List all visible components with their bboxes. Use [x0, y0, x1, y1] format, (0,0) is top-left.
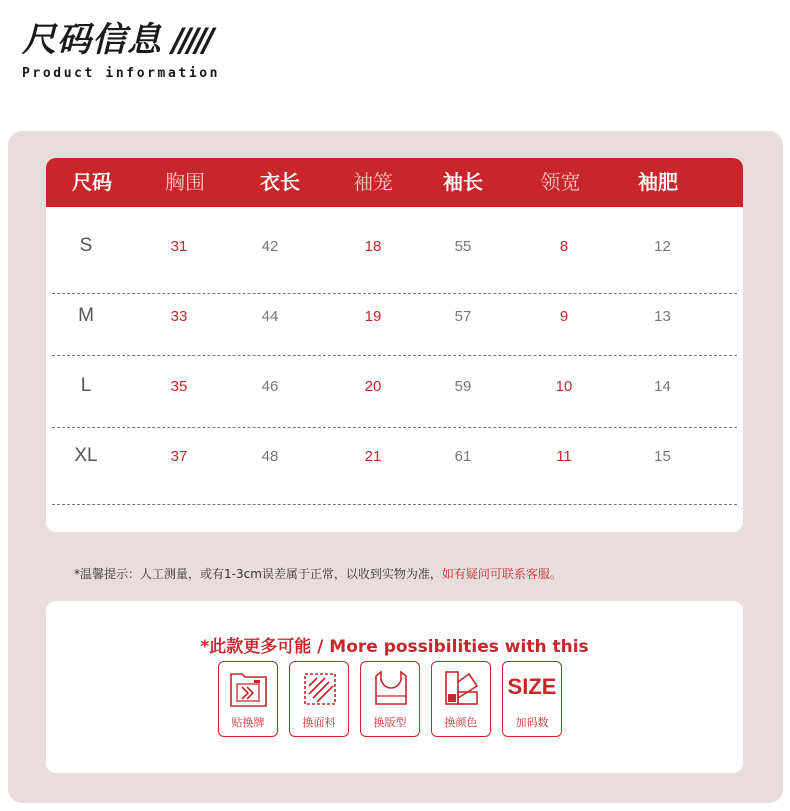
option-change-color[interactable]	[431, 661, 491, 737]
size-cell: L	[80, 375, 92, 396]
row-divider	[52, 427, 737, 428]
length-cell: 46	[261, 377, 279, 395]
length-cell: 48	[261, 447, 279, 465]
sleeve-width-cell: 14	[654, 377, 671, 395]
row-divider	[52, 355, 737, 356]
chest-cell: 33	[170, 307, 188, 325]
row-divider	[52, 504, 737, 505]
chest-cell: 35	[170, 377, 188, 395]
armhole-cell: 18	[364, 237, 382, 255]
slash-decoration: /////	[172, 21, 211, 59]
size-cell: XL	[74, 445, 98, 466]
table-row	[46, 231, 743, 261]
option-label: 贴换牌	[231, 716, 265, 729]
sleeve-length-cell: 61	[454, 447, 472, 465]
sleeve-length-cell: 55	[454, 237, 472, 255]
sleeve-length-cell: 59	[454, 377, 472, 395]
option-label: 换颜色	[444, 716, 478, 729]
page-title: 尺码信息	[22, 20, 162, 60]
neck-width-cell: 10	[555, 377, 573, 395]
page-subtitle: Product information	[22, 66, 221, 81]
size-table	[46, 158, 743, 532]
neck-width-cell: 11	[556, 447, 572, 465]
options-row	[218, 661, 573, 737]
row-divider	[52, 293, 737, 294]
option-add-size[interactable]	[502, 661, 562, 737]
column-header-chest: 胸围	[165, 170, 205, 194]
size-cell: S	[79, 235, 93, 256]
page-header	[22, 20, 220, 81]
column-header-sleeve-length: 袖长	[443, 170, 483, 194]
more-options-title: *此款更多可能 / More possibilities with this	[200, 637, 589, 657]
chest-cell: 37	[170, 447, 188, 465]
neck-width-cell: 9	[559, 307, 569, 325]
armhole-cell: 21	[364, 447, 382, 465]
tag-icon	[228, 668, 270, 710]
table-row	[46, 371, 743, 401]
more-options-card	[46, 601, 743, 773]
sleeve-width-cell: 15	[654, 447, 671, 465]
chest-cell: 31	[170, 237, 188, 255]
size-cell: M	[78, 305, 94, 326]
armhole-cell: 19	[364, 307, 382, 325]
sleeve-length-cell: 57	[454, 307, 472, 325]
table-row	[46, 301, 743, 331]
note-text: *温馨提示：人工测量，或有1-3cm误差属于正常，以收到实物为准，	[74, 567, 442, 581]
option-label: 换版型	[373, 716, 407, 729]
tank-top-icon	[370, 668, 412, 710]
option-change-tag[interactable]	[218, 661, 278, 737]
length-cell: 44	[261, 307, 279, 325]
sleeve-width-cell: 12	[654, 237, 671, 255]
fabric-icon	[299, 668, 341, 710]
size-info-panel	[8, 131, 783, 803]
column-header-sleeve-width: 袖肥	[638, 170, 678, 194]
color-swatch-icon	[441, 668, 483, 710]
option-label: 加码数	[515, 716, 549, 729]
option-change-style[interactable]	[360, 661, 420, 737]
sleeve-width-cell: 13	[654, 307, 671, 325]
armhole-cell: 20	[364, 377, 382, 395]
size-icon: SIZE	[507, 674, 557, 699]
column-header-length: 衣长	[260, 170, 300, 194]
measurement-note	[74, 567, 562, 581]
column-header-armhole: 袖笼	[353, 170, 393, 194]
size-table-header	[46, 158, 743, 207]
option-change-fabric[interactable]	[289, 661, 349, 737]
neck-width-cell: 8	[559, 237, 569, 255]
column-header-neck-width: 领宽	[540, 170, 581, 194]
table-row	[46, 441, 743, 471]
column-header-size: 尺码	[72, 170, 112, 194]
note-contact-text: 如有疑问可联系客服。	[441, 567, 562, 581]
option-label: 换面料	[302, 716, 336, 729]
length-cell: 42	[261, 237, 279, 255]
